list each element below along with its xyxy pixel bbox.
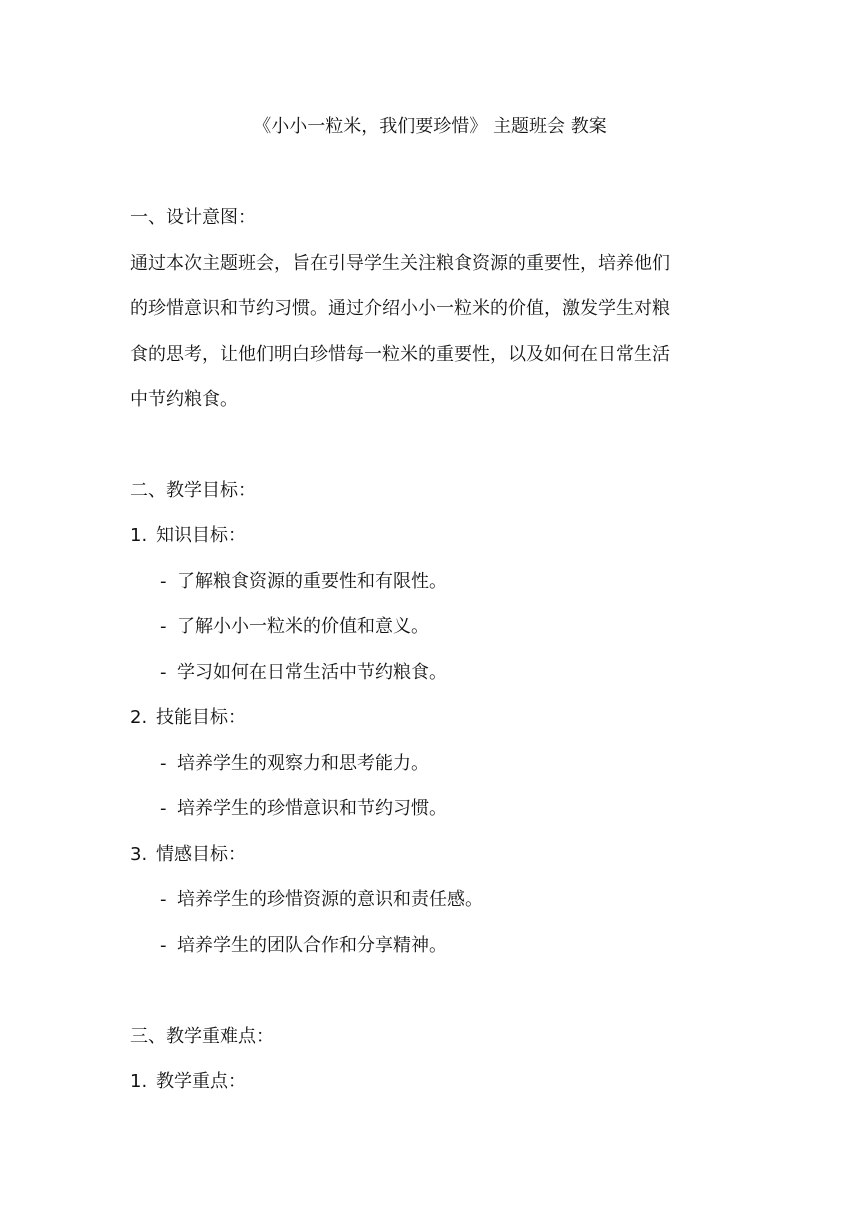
list-number: 2. xyxy=(130,707,148,728)
bullet-dash: - xyxy=(160,616,167,637)
paragraph-line: 通过本次主题班会，旨在引导学生关注粮食资源的重要性，培养他们 xyxy=(130,253,670,274)
paragraph-line: 的珍惜意识和节约习惯。通过介绍小小一粒米的价值，激发学生对粮 xyxy=(130,298,670,319)
list-number: 3. xyxy=(130,844,148,865)
bullet-item: 培养学生的珍惜资源的意识和责任感。 xyxy=(177,889,483,910)
list-label-skills: 技能目标： xyxy=(156,707,246,728)
document-title: 《小小一粒米，我们要珍惜》 主题班会 教案 xyxy=(253,116,607,137)
bullet-dash: - xyxy=(160,889,167,910)
bullet-item: 培养学生的观察力和思考能力。 xyxy=(177,753,429,774)
bullet-dash: - xyxy=(160,935,167,956)
section-heading-design-intent: 一、设计意图： xyxy=(130,207,256,228)
list-number: 1. xyxy=(130,525,148,546)
paragraph-line: 食的思考，让他们明白珍惜每一粒米的重要性，以及如何在日常生活 xyxy=(130,344,670,365)
bullet-dash: - xyxy=(160,753,167,774)
bullet-dash: - xyxy=(160,571,167,592)
list-label-focus: 教学重点： xyxy=(156,1071,246,1092)
bullet-item: 培养学生的珍惜意识和节约习惯。 xyxy=(177,798,447,819)
bullet-dash: - xyxy=(160,662,167,683)
list-number: 1. xyxy=(130,1071,148,1092)
bullet-item: 了解粮食资源的重要性和有限性。 xyxy=(177,571,447,592)
bullet-item: 培养学生的团队合作和分享精神。 xyxy=(177,935,447,956)
list-label-knowledge: 知识目标： xyxy=(156,525,246,546)
bullet-dash: - xyxy=(160,798,167,819)
section-heading-key-points: 三、教学重难点： xyxy=(130,1026,274,1047)
list-label-emotion: 情感目标： xyxy=(156,844,246,865)
paragraph-line: 中节约粮食。 xyxy=(130,389,238,410)
bullet-item: 学习如何在日常生活中节约粮食。 xyxy=(177,662,447,683)
section-heading-teaching-goals: 二、教学目标： xyxy=(130,480,256,501)
bullet-item: 了解小小一粒米的价值和意义。 xyxy=(177,616,429,637)
